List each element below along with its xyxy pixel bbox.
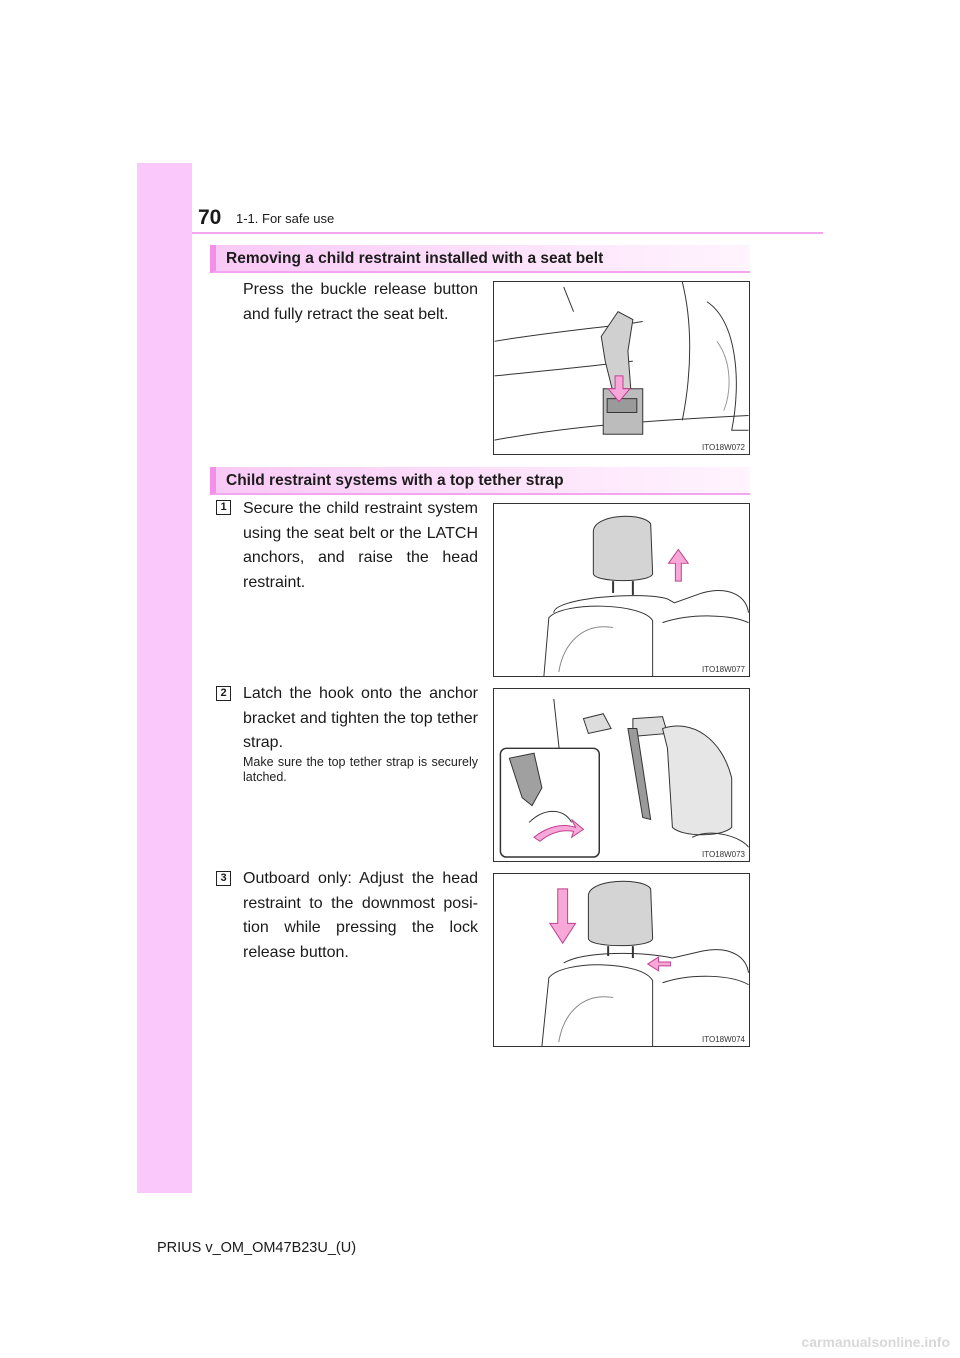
buckle-illustration [494, 282, 749, 454]
figure-lower-head-restraint [493, 873, 750, 1047]
heading-top-tether-strap: Child restraint systems with a top tether strap [210, 467, 750, 495]
step-badge-3: 3 [216, 871, 231, 886]
figure-buckle-release [493, 281, 750, 455]
step-2-text: Latch the hook onto the anchor bracket and tighten the top tether strap. [243, 685, 478, 751]
section1-text: Press the buckle release button and fully retract the seat belt. [243, 281, 478, 323]
up-arrow-icon [668, 549, 688, 581]
step-badge-1: 1 [216, 500, 231, 515]
down-arrow-icon [550, 889, 576, 943]
header-rule [192, 232, 823, 234]
tether-strap-illustration [494, 689, 749, 861]
page-number: 70 [198, 206, 222, 229]
step-1-text: Secure the child restraint system using the seat belt or the LATCH anchors, and raise the head restraint. [243, 500, 478, 591]
heading-removing-child-restraint: Removing a child restraint installed with a seat belt [210, 245, 750, 273]
step-badge-2: 2 [216, 686, 231, 701]
press-arrow-icon [648, 957, 671, 971]
watermark: carmanualsonline.info [801, 1334, 950, 1350]
figure-tether-strap [493, 688, 750, 862]
section-label: 1-1. For safe use [236, 211, 335, 226]
figure-code: ITO18W072 [702, 443, 745, 452]
figure-raise-head-restraint [493, 503, 750, 677]
figure-code: ITO18W077 [702, 665, 745, 674]
step-2-note: Make sure the top tether strap is securely latched. [243, 755, 478, 784]
head-restraint-up-illustration [494, 504, 749, 676]
head-restraint-down-illustration [494, 874, 749, 1046]
figure-code: ITO18W074 [702, 1035, 745, 1044]
side-band [137, 163, 192, 1193]
figure-code: ITO18W073 [702, 850, 745, 859]
step-3-text: Outboard only: Adjust the head restraint to the downmost position while pressing the lock release button. [243, 870, 478, 961]
footer-doc-id: PRIUS v_OM_OM47B23U_(U) [157, 1240, 357, 1256]
